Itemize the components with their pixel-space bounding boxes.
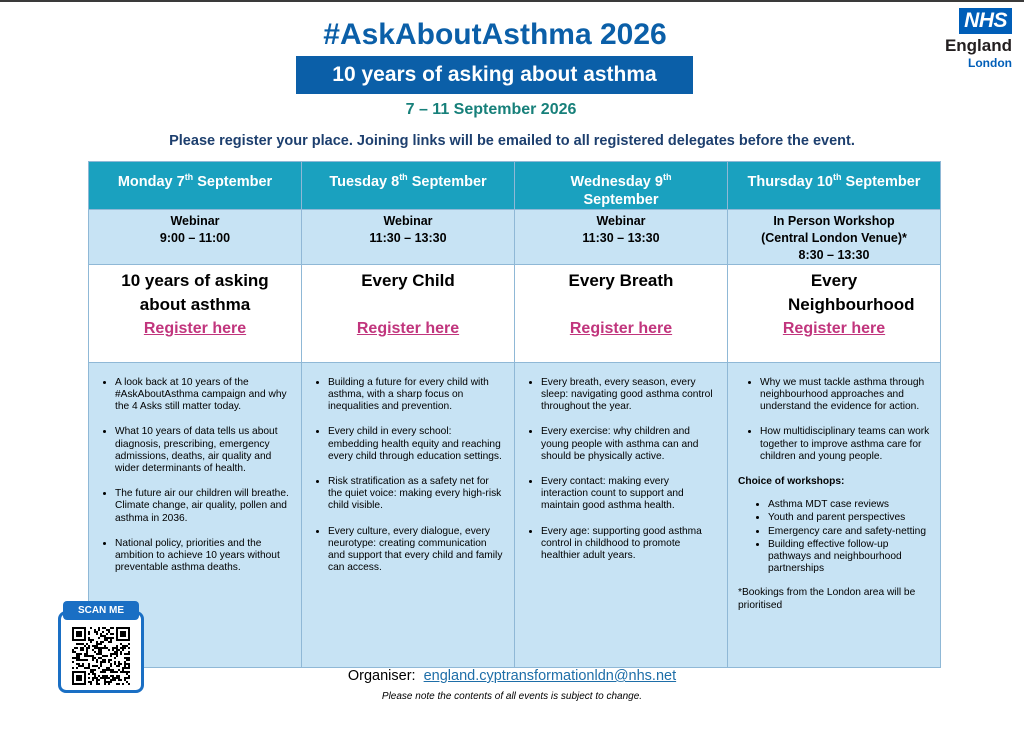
page-subtitle: 10 years of asking about asthma xyxy=(332,63,657,86)
details-thursday xyxy=(728,362,941,667)
workshops-heading: Choice of workshops: xyxy=(738,476,845,488)
event-dates: 7 – 11 September 2026 xyxy=(405,101,577,118)
list-item: • How multidisciplinary teams can work together to improve asthma care for children and young people. xyxy=(760,426,930,463)
session-info-tuesday: Webinar 11:30 – 13:30 xyxy=(302,209,515,264)
subtitle-banner xyxy=(296,56,693,94)
list-item: • Every age: supporting good asthma control in childhood to promote healthier adult years. xyxy=(541,526,717,563)
list-item: • Building a future for every child with asthma, with a sharp focus on inequalities and prevention. xyxy=(328,377,504,414)
register-note: Please register your place. Joining links will be emailed to all registered delegates before the event. xyxy=(169,133,855,149)
list-item: • Every child in every school: embedding health equity and reaching every child through education settings. xyxy=(328,426,504,463)
day-header-tuesday: Tuesday 8th September xyxy=(302,162,515,210)
day-header-wednesday: Wednesday 9th September xyxy=(515,162,728,210)
list-item: • National policy, priorities and the ambition to achieve 10 years without preventable asthma deaths. xyxy=(115,538,291,575)
list-item: • Every contact: making every interaction count to support and maintain good asthma health. xyxy=(541,476,717,513)
list-item: • What 10 years of data tells us about diagnosis, prescribing, emergency admissions, deaths, air quality and wider determinants of health. xyxy=(115,426,291,475)
organiser-line xyxy=(0,668,1024,684)
nhs-logo xyxy=(936,8,1012,70)
theme-title: Every Neighbourhood xyxy=(788,270,915,314)
list-item: • The future air our children will breathe. Climate change, air quality, pollen and asthma in 2036. xyxy=(115,488,291,525)
organiser-email-link[interactable]: england.cyptransformationldn@nhs.net xyxy=(423,668,677,684)
list-item: • Every culture, every dialogue, every neurotype: creating communication and support that every child and family can access. xyxy=(328,526,504,575)
theme-thursday xyxy=(728,264,941,362)
register-link-tuesday[interactable]: Register here xyxy=(356,319,460,337)
theme-title: Every Child xyxy=(361,270,455,290)
bookings-note: *Bookings from the London area will be prioritised xyxy=(738,587,916,611)
bullet-list xyxy=(312,377,504,575)
details-tuesday xyxy=(302,362,515,667)
top-border xyxy=(0,0,1024,2)
register-link-monday[interactable]: Register here xyxy=(143,319,247,337)
register-link-thursday[interactable]: Register here xyxy=(782,319,886,337)
list-item: • Building effective follow-up pathways and neighbourhood partnerships xyxy=(768,539,930,576)
list-item: • Asthma MDT case reviews xyxy=(768,499,930,511)
theme-row xyxy=(89,264,941,362)
day-header-row xyxy=(89,162,941,210)
qr-label: SCAN ME xyxy=(63,601,139,620)
list-item: • Risk stratification as a safety net for the quiet voice: making every high-risk child visible. xyxy=(328,476,504,513)
day-header-thursday: Thursday 10th September xyxy=(728,162,941,210)
session-info-thursday: In Person Workshop (Central London Venue)* 8:30 – 13:30 xyxy=(728,209,941,264)
list-item: • Every breath, every season, every sleep: navigating good asthma control throughout the year. xyxy=(541,377,717,414)
details-row xyxy=(89,362,941,667)
theme-title: Every Breath xyxy=(568,270,674,290)
list-item: • Why we must tackle asthma through neighbourhood approaches and understand the evidence for action. xyxy=(760,377,930,414)
list-item: • A look back at 10 years of the #AskAboutAsthma campaign and why the 4 Asks still matter today. xyxy=(115,377,291,414)
schedule-table xyxy=(88,161,941,668)
bullet-list xyxy=(738,377,930,463)
theme-monday xyxy=(89,264,302,362)
list-item: • Every exercise: why children and young people with asthma can and should be physically active. xyxy=(541,426,717,463)
disclaimer: Please note the contents of all events is subject to change. xyxy=(381,691,643,702)
day-header-monday: Monday 7th September xyxy=(89,162,302,210)
organiser-label: Organiser: xyxy=(347,668,416,684)
bullet-list xyxy=(99,377,291,575)
bullet-list xyxy=(525,377,717,562)
list-item: • Youth and parent perspectives xyxy=(768,512,930,524)
nhs-subregion: London xyxy=(968,56,1012,70)
theme-title: 10 years of asking about asthma xyxy=(121,270,269,314)
nhs-wordmark: NHS xyxy=(959,8,1012,34)
theme-tuesday xyxy=(302,264,515,362)
register-link-wednesday[interactable]: Register here xyxy=(569,319,673,337)
details-wednesday xyxy=(515,362,728,667)
session-info-monday: Webinar 9:00 – 11:00 xyxy=(89,209,302,264)
nhs-region: England xyxy=(944,36,1012,55)
workshop-list xyxy=(738,499,930,575)
theme-wednesday xyxy=(515,264,728,362)
page-title: #AskAboutAsthma 2026 xyxy=(323,18,667,51)
session-info-wednesday: Webinar 11:30 – 13:30 xyxy=(515,209,728,264)
list-item: • Emergency care and safety-netting xyxy=(768,526,930,538)
session-info-row xyxy=(89,209,941,264)
